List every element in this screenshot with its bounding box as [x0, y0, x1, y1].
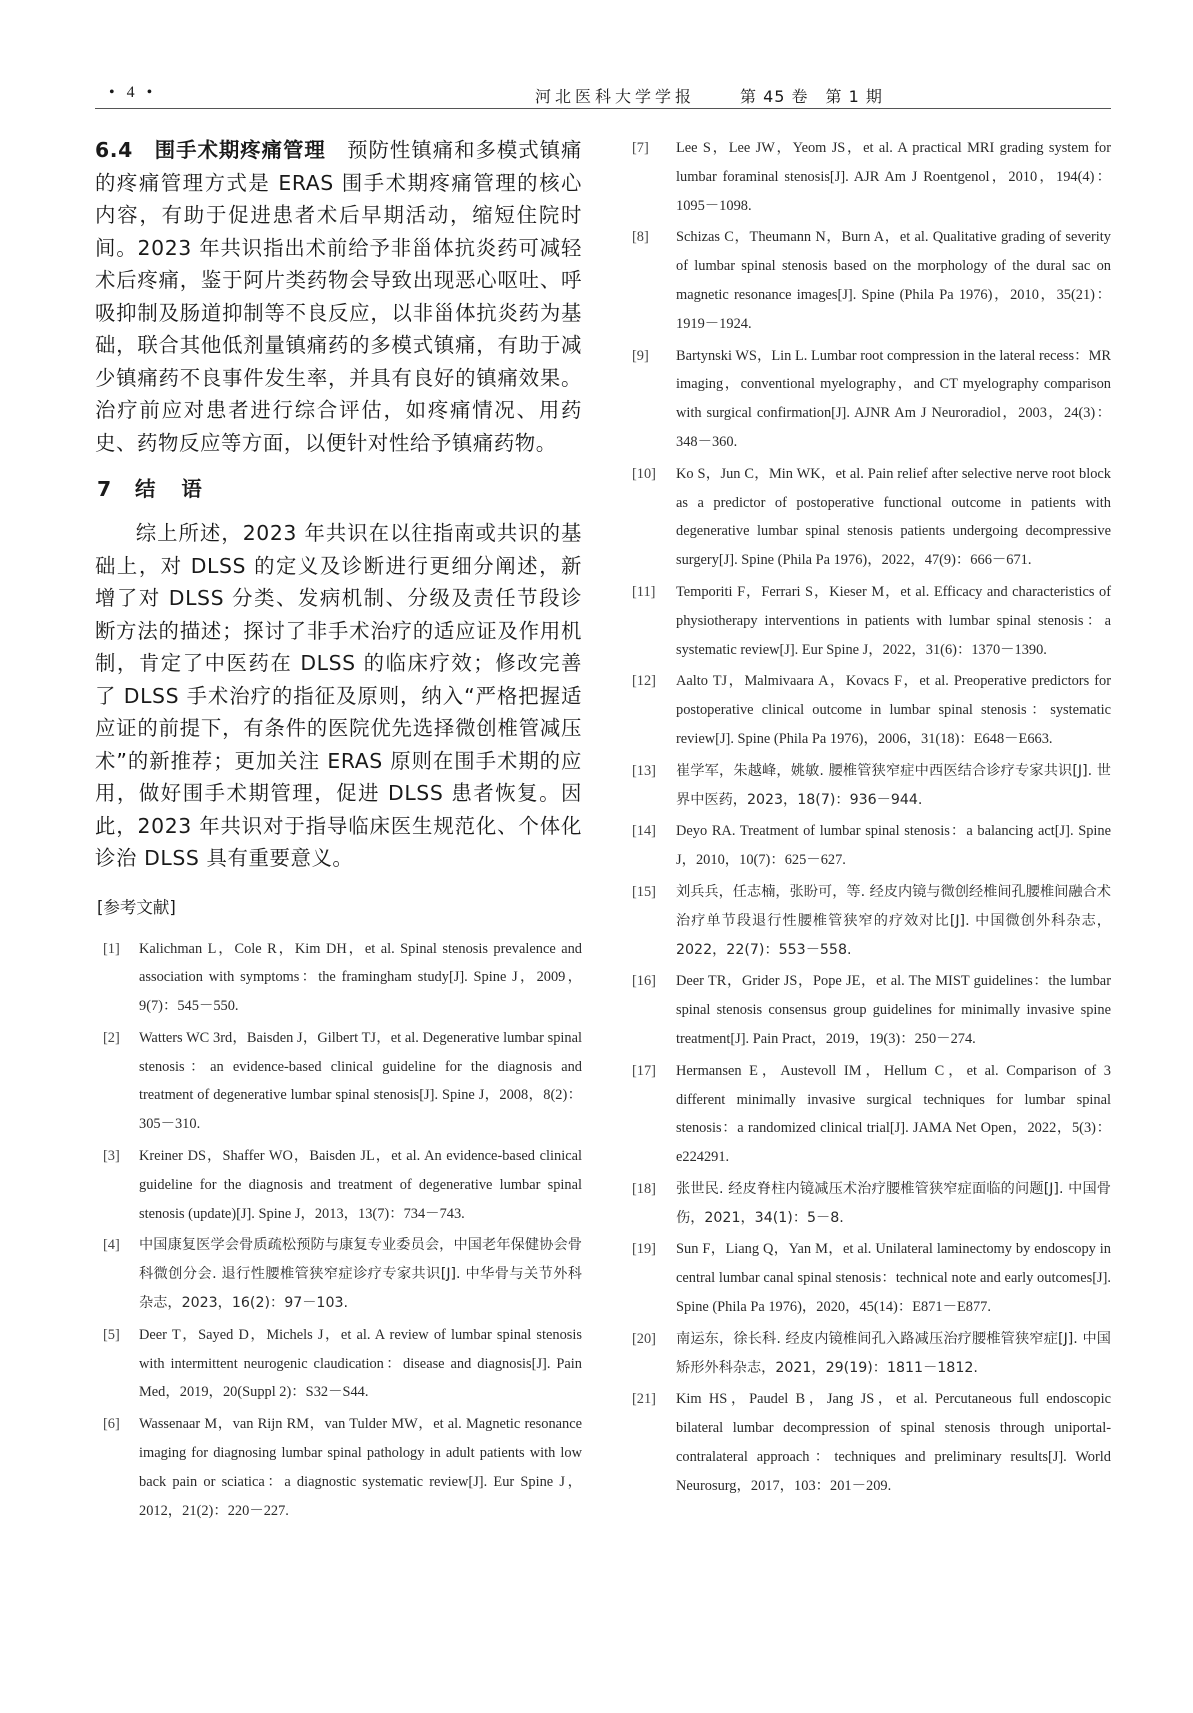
reference-number: [3] — [103, 1148, 120, 1165]
reference-text: 崔学军，朱越峰，姚敏. 腰椎管狭窄症中西医结合诊疗专家共识[J]. 世界中医药，2023，18(7)：936－944. — [676, 762, 1111, 808]
reference-text: Deyo RA. Treatment of lumbar spinal stenosis：a balancing act[J]. Spine J，2010，10(7)：625－627. — [676, 823, 1111, 869]
reference-item — [95, 1321, 582, 1407]
reference-text: Kim HS，Paudel B，Jang JS，et al. Percutaneous full endoscopic bilateral lumbar decompression of spinal stenosis through uniportal-contralateral approach：techniques and preliminary results[J]. World Neurosurg，2017，103：201－209. — [676, 1391, 1111, 1494]
reference-item — [632, 967, 1111, 1053]
section-7-title: 结语 — [135, 477, 228, 501]
reference-text: Kreiner DS，Shaffer WO，Baisden JL，et al. An evidence-based clinical guideline for the diagnosis and treatment of degenerative lumbar spinal stenosis (update)[J]. Spine J，2013，13(7)：734－743. — [139, 1148, 582, 1222]
reference-item — [95, 935, 582, 1021]
reference-number: [13] — [632, 762, 656, 779]
reference-text: Deer T，Sayed D，Michels J，et al. A review of lumbar spinal stenosis with intermittent neurogenic claudication：disease and diagnosis[J]. Pain Med，2019，20(Suppl 2)：S32－S44. — [139, 1326, 582, 1401]
reference-text: Wassenaar M，van Rijn RM，van Tulder MW，et al. Magnetic resonance imaging for diagnosing lumbar spinal pathology in adult patients with low back pain or sciatica：a diagnostic systematic review[J]. Eur Spine J，2012，21(2)：220－227. — [139, 1416, 582, 1519]
reference-item — [632, 1057, 1111, 1172]
reference-item — [632, 667, 1111, 753]
issue-info: 第 45 卷 第 1 期 — [740, 87, 883, 106]
reference-number: [16] — [632, 973, 656, 990]
reference-number: [9] — [632, 347, 649, 364]
reference-number: [17] — [632, 1062, 656, 1079]
reference-number: [1] — [103, 940, 120, 957]
reference-number: [20] — [632, 1330, 656, 1347]
reference-number: [2] — [103, 1029, 120, 1046]
reference-item — [632, 578, 1111, 664]
reference-number: [14] — [632, 823, 656, 840]
reference-text: Aalto TJ，Malmivaara A，Kovacs F，et al. Preoperative predictors for postoperative clinical outcome in lumbar spinal stenosis：systematic review[J]. Spine (Phila Pa 1976)，2006，31(18)：E648－E663. — [676, 673, 1111, 747]
reference-item — [632, 1385, 1111, 1500]
reference-item — [632, 223, 1111, 338]
reference-number: [15] — [632, 883, 656, 900]
reference-text: Schizas C，Theumann N，Burn A，et al. Qualitative grading of severity of lumbar spinal stenosis based on the morphology of the dural sac on magnetic resonance images[J]. Spine (Phila Pa 1976)，2010，35(21)：1919－1924. — [676, 229, 1111, 332]
reference-item — [632, 1235, 1111, 1321]
left-column — [95, 134, 582, 1528]
reference-item — [95, 1410, 582, 1525]
right-column — [632, 134, 1111, 1504]
reference-item — [632, 878, 1111, 964]
reference-item — [632, 342, 1111, 457]
reference-text: Bartynski WS，Lin L. Lumbar root compression in the lateral recess：MR imaging，conventional myelography，and CT myelography comparison with surgical confirmation[J]. AJNR Am J Neuroradiol，2003，24(3)：348－360. — [676, 347, 1111, 450]
reference-number: [8] — [632, 229, 649, 246]
reference-text: Watters WC 3rd，Baisden J，Gilbert TJ，et al. Degenerative lumbar spinal stenosis：an evidence-based clinical guideline for the diagnosis and treatment of degenerative lumbar spinal stenosis[J]. Spine J，2008，8(2)：305－310. — [139, 1029, 582, 1133]
reference-text: 刘兵兵，任志楠，张盼可，等. 经皮内镜与微创经椎间孔腰椎间融合术治疗单节段退行性腰椎管狭窄的疗效对比[J]. 中国微创外科杂志，2022，22(7)：553－558. — [676, 883, 1111, 958]
reference-item — [632, 757, 1111, 815]
reference-item — [632, 460, 1111, 575]
reference-text: Kalichman L，Cole R，Kim DH，et al. Spinal stenosis prevalence and association with symptoms：the framingham study[J]. Spine J，2009，9(7)：545－550. — [139, 940, 582, 1015]
conclusion-paragraph: 综上所述，2023 年共识在以往指南或共识的基础上，对 DLSS 的定义及诊断进行更细分阐述，新增了对 DLSS 分类、发病机制、分级及责任节段诊断方法的描述；探讨了非手术治疗的适应证及作用机制，肯定了中医药在 DLSS 的临床疗效；修改完善了 DLSS 手术治疗的指征及原则，纳入“严格把握适应证的前提下，有条件的医院优先选择微创椎管减压术”的新推荐；更加关注 ERAS 原则在围手术期的应用，做好围手术期管理，促进 DLSS 患者恢复。因此，2023 年共识对于指导临床医生规范化、个体化诊治 DLSS 具有重要意义。 — [95, 521, 582, 870]
reference-text: 中国康复医学会骨质疏松预防与康复专业委员会，中国老年保健协会骨科微创分会. 退行性腰椎管狭窄症诊疗专家共识[J]. 中华骨与关节外科杂志，2023，16(2)：97－103. — [139, 1237, 582, 1312]
reference-item — [632, 1325, 1111, 1383]
reference-text: Temporiti F，Ferrari S，Kieser M，et al. Efficacy and characteristics of physiotherapy interventions in patients with lumbar spinal stenosis：a systematic review[J]. Eur Spine J，2022，31(6)：1370－1390. — [676, 583, 1111, 658]
reference-number: [5] — [103, 1326, 120, 1343]
section-7-number: 7 — [97, 477, 112, 501]
reference-number: [7] — [632, 140, 649, 156]
reference-text: Hermansen E，Austevoll IM，Hellum C，et al. Comparison of 3 different minimally invasive surgical techniques for lumbar spinal stenosis：a randomized clinical trial[J]. JAMA Net Open，2022，5(3)：e224291. — [676, 1062, 1111, 1166]
reference-item — [95, 1231, 582, 1317]
page-number: • 4 • — [109, 84, 157, 101]
reference-item — [632, 1175, 1111, 1233]
reference-number: [10] — [632, 465, 656, 482]
section-7-heading — [97, 473, 582, 505]
reference-number: [4] — [103, 1237, 120, 1254]
reference-text: 南运东，徐长科. 经皮内镜椎间孔入路减压治疗腰椎管狭窄症[J]. 中国矫形外科杂志，2021，29(19)：1811－1812. — [676, 1330, 1111, 1376]
reference-text: Sun F，Liang Q，Yan M，et al. Unilateral laminectomy by endoscopy in central lumbar canal spinal stenosis：technical note and early outcomes[J]. Spine (Phila Pa 1976)，2020，45(14)：E871－E877. — [676, 1241, 1111, 1316]
running-header — [95, 84, 1111, 109]
reference-text: Lee S，Lee JW，Yeom JS，et al. A practical MRI grading system for lumbar foraminal stenosis[J]. AJR Am J Roentgenol，2010，194(4)：1095－1098. — [676, 140, 1111, 214]
section-6-4-text: 预防性镇痛和多模式镇痛的疼痛管理方式是 ERAS 围手术期疼痛管理的核心内容，有助于促进患者术后早期活动，缩短住院时间。2023 年共识指出术前给予非甾体抗炎药可减轻术后疼痛，鉴于阿片类药物会导致出现恶心呕吐、呼吸抑制及肠道抑制等不良反应，以非甾体抗炎药为基础，联合其他低剂量镇痛药的多模式镇痛，有助于减少镇痛药不良事件发生率，并具有良好的镇痛效果。治疗前应对患者进行综合评估，如疼痛情况、用药史、药物反应等方面，以便针对性给予镇痛药物。 — [95, 138, 582, 455]
references-heading: [参考文献] — [97, 897, 176, 917]
references-list-right — [632, 134, 1111, 1501]
section-6-4-paragraph — [95, 134, 582, 459]
reference-text: Ko S，Jun C，Min WK，et al. Pain relief after selective nerve root block as a predictor of postoperative functional outcome in patients with degenerative lumbar spinal stenosis patients undergoing decompressive surgery[J]. Spine (Phila Pa 1976)，2022，47(9)：666－671. — [676, 465, 1111, 569]
reference-text: Deer TR，Grider JS，Pope JE，et al. The MIST guidelines：the lumbar spinal stenosis consensus group guidelines for minimally invasive spine treatment[J]. Pain Pract，2019，19(3)：250－274. — [676, 973, 1111, 1047]
reference-item — [95, 1142, 582, 1228]
reference-item — [95, 1024, 582, 1139]
reference-number: [11] — [632, 583, 656, 600]
references-list-left — [95, 935, 582, 1526]
reference-item — [632, 134, 1111, 220]
reference-number: [12] — [632, 673, 656, 690]
section-6-4-title: 6.4 围手术期疼痛管理 — [95, 138, 326, 162]
reference-number: [21] — [632, 1391, 656, 1408]
reference-number: [18] — [632, 1180, 656, 1197]
reference-number: [6] — [103, 1416, 120, 1433]
journal-title: 河北医科大学学报 — [535, 87, 696, 106]
reference-item — [632, 817, 1111, 875]
reference-number: [19] — [632, 1241, 656, 1258]
reference-text: 张世民. 经皮脊柱内镜减压术治疗腰椎管狭窄症面临的问题[J]. 中国骨伤，2021，34(1)：5－8. — [676, 1180, 1111, 1226]
